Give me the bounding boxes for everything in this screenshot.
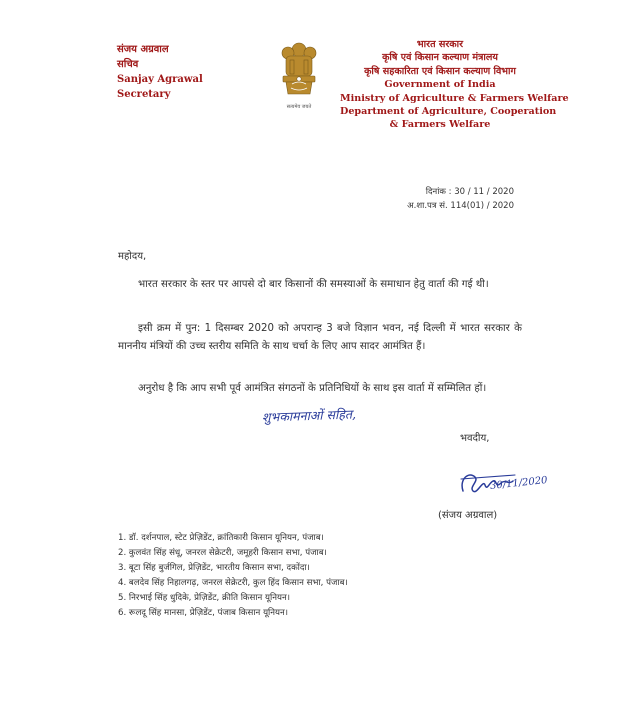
department-english-line2: & Farmers Welfare [389,119,491,131]
department-english-line1: Department of Agriculture, Cooperation [340,106,557,118]
emblem-motto: सत्यमेव जयते [286,104,312,110]
paragraph-2-text: इसी क्रम में पुन: 1 दिसम्बर 2020 को अपरान्ह 3 बजे विज्ञान भवन, नई दिल्ली में भारत सरकार के माननीय मंत्रियों की उच्च स्तरीय समिति के साथ चर्चा के लिए आप सादर आमंत्रित हैं। [118,323,522,352]
paragraph-1 [118,276,522,294]
sender-designation-english: Secretary [117,89,171,100]
paragraph-2 [118,320,522,355]
national-emblem-icon [274,40,324,110]
sender-designation-hindi: सचिव [117,59,139,70]
closing-text: भवदीय, [460,433,490,444]
recipient-item: 5. निरभाई सिंह धुदिके, प्रेज़िडेंट, क्रीति किसान यूनियन। [118,593,291,603]
recipient-item: 3. बूटा सिंह बुर्जगिल, प्रेज़िडेंट, भारतीय किसान सभा, दकोंदा। [118,563,310,573]
recipient-list [118,531,348,621]
government-english: Government of India [384,79,496,91]
recipient-item: 1. डॉ. दर्शनपाल, स्टेट प्रेज़िडेंट, क्रांतिकारी किसान यूनियन, पंजाब। [118,533,324,543]
reference-block [380,185,514,213]
letter-number: अ.शा.पत्र सं. 114(01) / 2020 [407,201,514,211]
signature-date: 30/11/2020 [489,475,549,492]
emblem-graphic [274,40,324,102]
sender-name-english: Sanjay Agrawal [117,74,203,85]
sender-block [117,42,203,102]
government-hindi: भारत सरकार [416,39,464,50]
recipient-item: 2. कुलवंत सिंह संधू, जनरल सेक्रेटरी, जमूहरी किसान सभा, पंजाब। [118,548,327,558]
letter-date: दिनांक : 30 / 11 / 2020 [425,187,514,197]
ministry-english: Ministry of Agriculture & Farmers Welfare [340,92,569,104]
sender-name-hindi: संजय अग्रवाल [117,44,169,55]
paragraph-1-text: भारत सरकार के स्तर पर आपसे दो बार किसानों की समस्याओं के समाधान हेतु वार्ता की गई थी। [138,279,489,290]
recipient-item: 4. बलदेव सिंह निहालगढ़, जनरल सेक्रेटरी, कुल हिंद किसान सभा, पंजाब। [118,578,348,588]
paragraph-3-text: अनुरोध है कि आप सभी पूर्व आमंत्रित संगठनों के प्रतिनिधियों के साथ इस वार्ता में सम्मिलित हों। [138,383,487,394]
signatory-name: (संजय अग्रवाल) [438,510,498,521]
ministry-block [340,38,569,132]
salutation: महोदय, [118,251,147,262]
ministry-hindi: कृषि एवं किसान कल्याण मंत्रालय [382,52,498,64]
department-hindi: कृषि सहकारिता एवं किसान कल्याण विभाग [364,65,516,77]
paragraph-3 [118,380,522,398]
recipient-item: 6. रूलदू सिंह मानसा, प्रेज़िडेंट, पंजाब किसान यूनियन। [118,608,289,618]
handwritten-greeting: शुभकामनाओं सहित, [261,406,357,425]
